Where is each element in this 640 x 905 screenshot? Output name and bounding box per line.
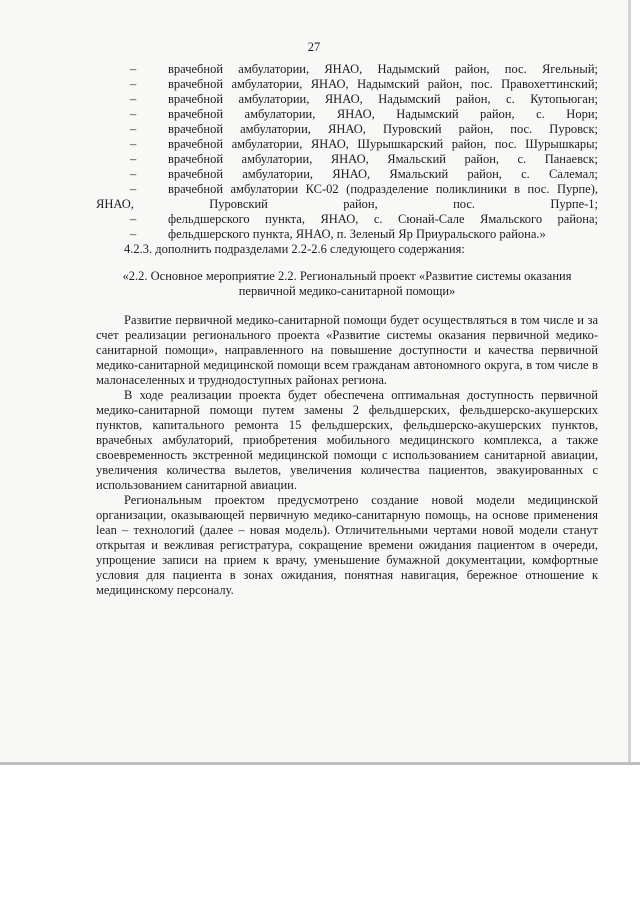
- list-dash: –: [130, 212, 137, 226]
- list-item: – врачебной амбулатории, ЯНАО, Шурышкарский район, пос. Шурышкары;: [130, 137, 598, 151]
- page-number: 27: [307, 40, 321, 54]
- list-dash: –: [130, 152, 137, 166]
- list-dash: –: [130, 227, 137, 241]
- body-paragraph: В ходе реализации проекта будет обеспечена оптимальная доступность первичной медико-санитарной помощи путем замены 2 фельдшерских, фельдшерско-акушерских пунктов, капитального ремонта 15 фельдшерских, фельдшерско-акушерских пунктов, врачебных амбулаторий, приобретения мобильного медицинского комплекса, а также своевременность экстренной медицинской помощи с использованием санитарной авиации, увеличения количества вылетов, увеличения количества пациентов, эвакуированных с использованием санитарной авиации.: [96, 388, 598, 492]
- list-dash: –: [130, 137, 137, 151]
- scan-edge: [0, 762, 640, 765]
- list-item: – врачебной амбулатории, ЯНАО, Ямальский район, с. Салемал;: [130, 167, 598, 181]
- list-item: – врачебной амбулатории, ЯНАО, Надымский район, пос. Ягельный;: [130, 62, 598, 76]
- list-item: – фельдшерского пункта, ЯНАО, п. Зеленый Яр Приуральского района.»: [130, 227, 546, 241]
- document-body: [96, 62, 598, 598]
- list-item: – врачебной амбулатории, ЯНАО, Ямальский район, с. Панаевск;: [130, 152, 598, 166]
- list-dash: –: [130, 122, 137, 136]
- body-paragraph: Региональным проектом предусмотрено создание новой модели медицинской организации, оказывающей первичную медико-санитарную помощь, на основе применения lean – технологий (далее – новая модель). Отличительными чертами новой модели станут открытая и вежливая регистратура, сокращение времени ожидания пациентом в очереди, упрощение записи на прием к врачу, уменьшение бумажной документации, комфортные условия для пациента в зонах ожидания, понятная навигация, бережное отношение к медицинскому персоналу.: [96, 493, 598, 597]
- list-item: – фельдшерского пункта, ЯНАО, с. Сюнай-Сале Ямальского района;: [130, 212, 598, 226]
- list-dash: –: [130, 182, 137, 196]
- list-item: – врачебной амбулатории, ЯНАО, Пуровский район, пос. Пуровск;: [130, 122, 598, 136]
- list-dash: –: [130, 77, 137, 91]
- list-dash: –: [130, 167, 137, 181]
- list-item: – врачебной амбулатории, ЯНАО, Надымский район, с. Нори;: [130, 107, 598, 121]
- body-paragraph: Развитие первичной медико-санитарной помощи будет осуществляться в том числе и за счет реализации регионального проекта «Развитие системы оказания первичной медико-санитарной помощи», направленного на повышение доступности и качества первичной медико-санитарной медицинской помощи всем гражданам автономного округа, в том числе в малонаселенных и труднодоступных районах региона.: [96, 313, 598, 387]
- list-dash: –: [130, 92, 137, 106]
- amend-clause: 4.2.3. дополнить подразделами 2.2-2.6 следующего содержания:: [124, 242, 465, 256]
- list-item: – врачебной амбулатории, ЯНАО, Надымский район, с. Кутопьюган;: [130, 92, 598, 106]
- section-heading: «2.2. Основное мероприятие 2.2. Региональный проект «Развитие системы оказания первичной медико-санитарной помощи»: [122, 269, 572, 298]
- list-dash: –: [130, 62, 137, 76]
- list-item: – врачебной амбулатории, ЯНАО, Надымский район, пос. Правохеттинский;: [130, 77, 598, 91]
- list-dash: –: [130, 107, 137, 121]
- list-item: – врачебной амбулатории КС-02 (подразделение поликлиники в пос. Пурпе), ЯНАО, Пуровский район, пос. Пурпе-1;: [96, 182, 598, 211]
